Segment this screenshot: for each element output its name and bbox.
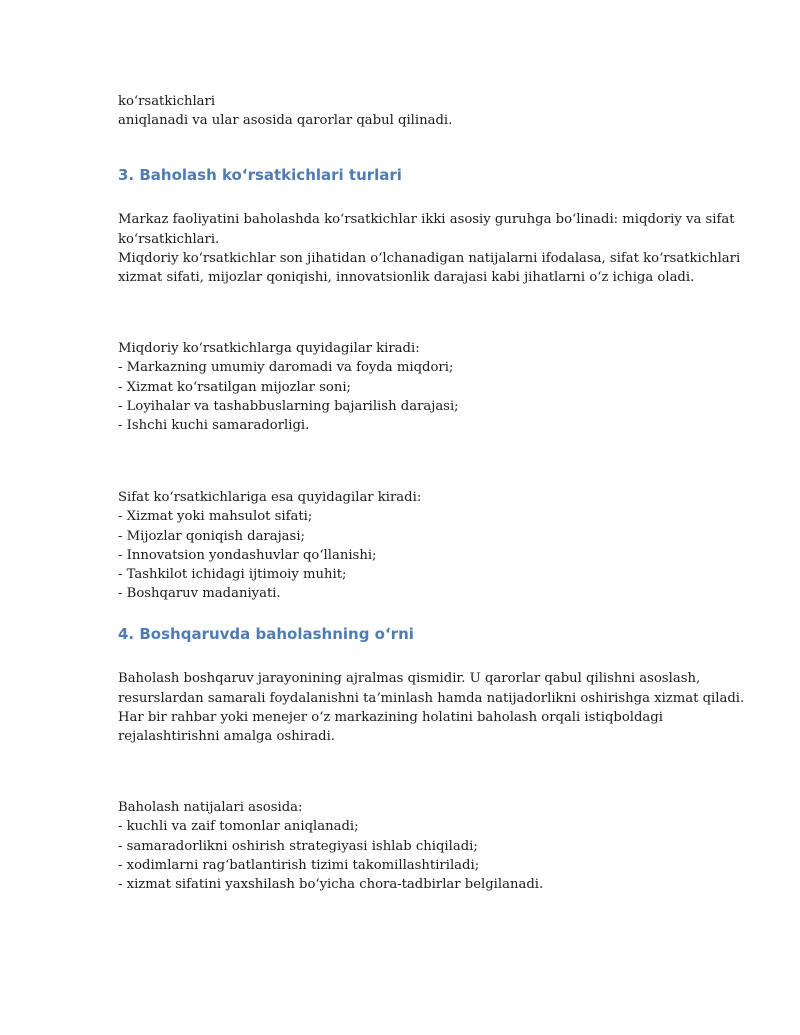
- list-intro: Miqdoriy koʻrsatkichlarga quyidagilar kiradi:: [118, 341, 420, 357]
- section-3-heading: 3. Baholash koʻrsatkichlari turlari: [118, 166, 402, 185]
- paragraph-line: Markaz faoliyatini baholashda koʻrsatkichlar ikki asosiy guruhga boʻlinadi: miqdoriy va sifat: [118, 212, 735, 228]
- list-item: - kuchli va zaif tomonlar aniqlanadi;: [118, 819, 359, 835]
- intro-line: aniqlanadi va ular asosida qarorlar qabul qilinadi.: [118, 113, 453, 129]
- results-list: [118, 798, 718, 894]
- list-item: - Xizmat yoki mahsulot sifati;: [118, 509, 313, 525]
- section-4-heading: 4. Boshqaruvda baholashning oʻrni: [118, 625, 414, 644]
- list-item: - Boshqaruv madaniyati.: [118, 586, 281, 602]
- paragraph-line: resurslardan samarali foydalanishni taʼminlash hamda natijadorlikni oshirishga xizmat qiladi.: [118, 690, 745, 706]
- list-item: - Mijozlar qoniqish darajasi;: [118, 528, 305, 544]
- paragraph-line: Miqdoriy koʻrsatkichlar son jihatidan oʻlchanadigan natijalarni ifodalasa, sifat koʻrsatkichlari: [118, 250, 741, 266]
- list-item: - Innovatsion yondashuvlar qoʻllanishi;: [118, 547, 377, 563]
- list-item: - Tashkilot ichidagi ijtimoiy muhit;: [118, 567, 347, 583]
- list-intro: Sifat koʻrsatkichlariga esa quyidagilar kiradi:: [118, 490, 422, 506]
- list-item: - xizmat sifatini yaxshilash boʻyicha chora-tadbirlar belgilanadi.: [118, 877, 544, 893]
- list-item: - xodimlarni ragʻbatlantirish tizimi takomillashtiriladi;: [118, 857, 480, 873]
- paragraph-line: koʻrsatkichlari.: [118, 231, 220, 247]
- section-4-paragraph: [118, 669, 745, 746]
- qualitative-list: [118, 488, 718, 603]
- list-item: - samaradorlikni oshirish strategiyasi ishlab chiqiladi;: [118, 838, 478, 854]
- section-3-paragraph: [118, 210, 741, 287]
- paragraph-line: Har bir rahbar yoki menejer oʻz markazining holatini baholash orqali istiqboldagi: [118, 709, 663, 725]
- paragraph-line: Baholash boshqaruv jarayonining ajralmas qismidir. U qarorlar qabul qilishni asoslash,: [118, 671, 701, 687]
- document-page: [118, 92, 745, 894]
- list-item: - Ishchi kuchi samaradorligi.: [118, 418, 310, 434]
- intro-line: koʻrsatkichlari: [118, 94, 216, 109]
- quantitative-list: [118, 339, 718, 435]
- list-item: - Markazning umumiy daromadi va foyda miqdori;: [118, 360, 454, 376]
- list-intro: Baholash natijalari asosida:: [118, 800, 303, 816]
- paragraph-line: xizmat sifati, mijozlar qoniqishi, innovatsionlik darajasi kabi jihatlarni oʻz ichiga oladi.: [118, 270, 695, 286]
- list-item: - Xizmat koʻrsatilgan mijozlar soni;: [118, 379, 351, 395]
- paragraph-line: rejalashtirishni amalga oshiradi.: [118, 729, 335, 745]
- list-item: - Loyihalar va tashabbuslarning bajarilish darajasi;: [118, 398, 459, 414]
